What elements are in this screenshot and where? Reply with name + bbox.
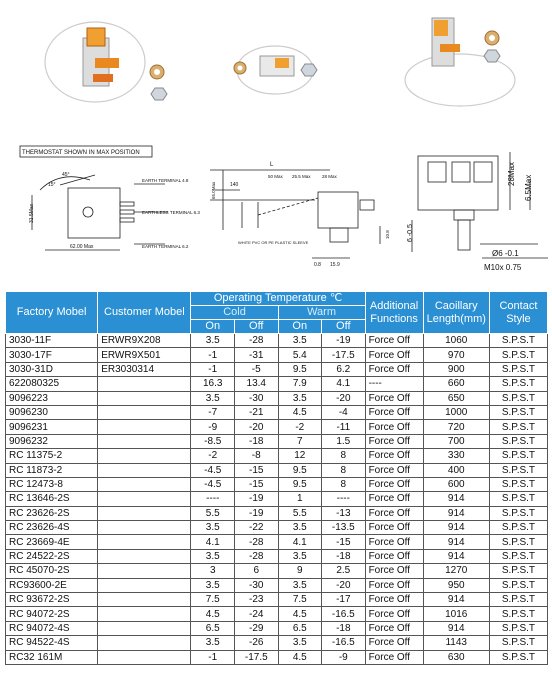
table-cell: 8 (322, 463, 366, 477)
table-cell: 5.4 (278, 348, 322, 362)
table-cell: S.P.S.T (489, 636, 547, 650)
table-cell: 3.5 (278, 578, 322, 592)
table-cell: RC 94072-2S (6, 607, 98, 621)
table-row (6, 477, 548, 491)
table-cell: 8 (322, 449, 366, 463)
table-cell: 9096232 (6, 434, 98, 448)
drawing-caption: THERMOSTAT SHOWN IN MAX POSITION (22, 150, 140, 156)
table-cell: 970 (423, 348, 489, 362)
table-cell: 7.5 (278, 593, 322, 607)
angle-45: 45° (62, 172, 70, 178)
table-cell: RC93600-2E (6, 578, 98, 592)
table-cell: -18 (322, 549, 366, 563)
table-cell (98, 477, 191, 491)
header-factory-model: Factory Mobel (6, 292, 98, 334)
table-cell: 3.5 (278, 391, 322, 405)
table-cell: 630 (423, 650, 489, 664)
table-cell: 16.3 (191, 377, 235, 391)
table-cell: ERWR9X208 (98, 334, 191, 348)
table-cell: S.P.S.T (489, 506, 547, 520)
table-cell: 4.1 (191, 535, 235, 549)
table-cell: RC 11375-2 (6, 449, 98, 463)
table-cell: ---- (322, 492, 366, 506)
dim-width: 62.00 Max (70, 244, 94, 250)
table-cell: 3.5 (191, 521, 235, 535)
table-cell: -23 (235, 593, 279, 607)
table-cell: -17 (322, 593, 366, 607)
table-cell (98, 564, 191, 578)
table-cell: -16.5 (322, 636, 366, 650)
table-cell: -15 (235, 463, 279, 477)
table-cell: S.P.S.T (489, 564, 547, 578)
table-cell: 5.5 (278, 506, 322, 520)
table-row (6, 607, 548, 621)
table-cell: 914 (423, 521, 489, 535)
table-cell: Force Off (365, 434, 423, 448)
table-cell: RC 13646-2S (6, 492, 98, 506)
header-warm-on: On (278, 320, 322, 334)
table-cell: 1000 (423, 405, 489, 419)
table-cell: 700 (423, 434, 489, 448)
table-cell: Force Off (365, 506, 423, 520)
table-cell: 6.2 (322, 362, 366, 376)
table-cell: Force Off (365, 420, 423, 434)
table-cell: RC 45070-2S (6, 564, 98, 578)
table-cell: Force Off (365, 334, 423, 348)
table-cell: 4.5 (278, 650, 322, 664)
header-cold-off: Off (235, 320, 279, 334)
label-earth-terminal-62: EARTH TERMINAL 6.2 (142, 244, 189, 249)
table-row (6, 593, 548, 607)
table-row (6, 463, 548, 477)
table-cell: S.P.S.T (489, 405, 547, 419)
table-cell: S.P.S.T (489, 420, 547, 434)
table-cell: 1 (278, 492, 322, 506)
table-cell: -24 (235, 607, 279, 621)
table-row (6, 650, 548, 664)
table-cell: 3.5 (191, 391, 235, 405)
thermostat-photo-2 (205, 0, 355, 118)
table-cell: 6.5 (278, 621, 322, 635)
table-cell: ---- (191, 492, 235, 506)
label-earthless-terminal: EARTHLESS TERMINAL 6.3 (142, 210, 200, 215)
table-cell: 7.9 (278, 377, 322, 391)
table-cell: 3.5 (191, 578, 235, 592)
table-row (6, 578, 548, 592)
dim-diameter: Ø6 -0.1 (492, 249, 519, 258)
technical-drawing (0, 140, 552, 280)
table-cell (98, 492, 191, 506)
table-cell: -2 (191, 449, 235, 463)
table-row (6, 521, 548, 535)
table-cell: RC 12473-8 (6, 477, 98, 491)
table-cell: -2 (278, 420, 322, 434)
table-cell: S.P.S.T (489, 377, 547, 391)
table-cell: S.P.S.T (489, 578, 547, 592)
table-cell: Force Off (365, 348, 423, 362)
table-cell: S.P.S.T (489, 607, 547, 621)
table-cell: Force Off (365, 391, 423, 405)
header-cold-on: On (191, 320, 235, 334)
header-warm-off: Off (322, 320, 366, 334)
table-cell: 914 (423, 535, 489, 549)
table-cell (98, 521, 191, 535)
table-cell: Force Off (365, 636, 423, 650)
table-cell: 914 (423, 506, 489, 520)
table-cell: -4.5 (191, 463, 235, 477)
table-row (6, 449, 548, 463)
table-cell: RC 93672-2S (6, 593, 98, 607)
table-cell (98, 506, 191, 520)
table-cell: 9096223 (6, 391, 98, 405)
table-cell: RC 11873-2 (6, 463, 98, 477)
table-cell: Force Off (365, 521, 423, 535)
table-cell: -7 (191, 405, 235, 419)
table-cell: 3030-17F (6, 348, 98, 362)
table-row (6, 434, 548, 448)
table-cell: Force Off (365, 549, 423, 563)
table-cell: S.P.S.T (489, 593, 547, 607)
table-cell: Force Off (365, 593, 423, 607)
table-cell: RC 94522-4S (6, 636, 98, 650)
table-cell: S.P.S.T (489, 477, 547, 491)
label-pvc-sleeve: WHITE PVC OR PE PLASTIC SLEEVE (238, 240, 309, 245)
table-cell: 3.5 (278, 549, 322, 563)
table-cell: -19 (235, 506, 279, 520)
header-additional-functions: Additional Functions (365, 292, 423, 334)
table-cell (98, 636, 191, 650)
dim-length: L (270, 162, 274, 168)
table-cell: -15 (235, 477, 279, 491)
table-cell: 914 (423, 593, 489, 607)
table-cell: 5.5 (191, 506, 235, 520)
table-cell: -22 (235, 521, 279, 535)
table-cell: Force Off (365, 607, 423, 621)
table-cell: 9.5 (278, 477, 322, 491)
table-cell: RC 23626-2S (6, 506, 98, 520)
table-cell: 9.5 (278, 362, 322, 376)
table-cell: 12 (278, 449, 322, 463)
table-cell: -4.5 (191, 477, 235, 491)
dim-65max: 65.0Max (211, 181, 216, 199)
table-cell: S.P.S.T (489, 535, 547, 549)
table-cell: S.P.S.T (489, 449, 547, 463)
table-cell: -8.5 (191, 434, 235, 448)
table-cell: 7 (278, 434, 322, 448)
table-cell (98, 593, 191, 607)
table-cell: 950 (423, 578, 489, 592)
table-cell: Force Off (365, 578, 423, 592)
table-cell: 3.5 (278, 334, 322, 348)
dim-28max: 28 Max (322, 174, 337, 179)
table-cell: Force Off (365, 463, 423, 477)
table-cell: -21 (235, 405, 279, 419)
header-cold: Cold (191, 306, 278, 320)
table-cell: S.P.S.T (489, 650, 547, 664)
table-cell: 3.5 (191, 636, 235, 650)
table-cell (98, 420, 191, 434)
table-cell: -17.5 (235, 650, 279, 664)
table-cell: -11 (322, 420, 366, 434)
label-earth-terminal-48: EARTH TERMINAL 4.8 (142, 178, 189, 183)
dim-height-left: 31.5Max (29, 203, 35, 223)
table-cell: S.P.S.T (489, 549, 547, 563)
table-row (6, 535, 548, 549)
table-cell: 6.5 (191, 621, 235, 635)
table-cell: Force Off (365, 477, 423, 491)
dim-6-0-5: 6 -0.5 (407, 224, 414, 242)
table-row (6, 621, 548, 635)
table-cell: S.P.S.T (489, 463, 547, 477)
dim-6-5max: 6.5Max (524, 174, 533, 201)
table-cell: -16.5 (322, 607, 366, 621)
table-cell: 914 (423, 621, 489, 635)
table-row (6, 377, 548, 391)
table-row (6, 636, 548, 650)
table-cell: 914 (423, 549, 489, 563)
table-cell: RC 24522-2S (6, 549, 98, 563)
table-cell: 1.5 (322, 434, 366, 448)
table-cell (98, 405, 191, 419)
table-cell: 4.5 (191, 607, 235, 621)
table-cell: 2.5 (322, 564, 366, 578)
table-cell: -26 (235, 636, 279, 650)
table-cell: S.P.S.T (489, 521, 547, 535)
table-row (6, 405, 548, 419)
table-cell: -30 (235, 391, 279, 405)
table-cell: ER3030314 (98, 362, 191, 376)
table-cell: Force Off (365, 621, 423, 635)
table-cell: Force Off (365, 492, 423, 506)
table-cell: -8 (235, 449, 279, 463)
table-cell: 3030-11F (6, 334, 98, 348)
table-cell: -29 (235, 621, 279, 635)
table-cell: 900 (423, 362, 489, 376)
table-cell: 1270 (423, 564, 489, 578)
table-cell: -17.5 (322, 348, 366, 362)
table-cell (98, 578, 191, 592)
table-cell: 660 (423, 377, 489, 391)
table-cell: 3.5 (278, 521, 322, 535)
table-cell: -15 (322, 535, 366, 549)
table-cell: -5 (235, 362, 279, 376)
table-cell: -28 (235, 549, 279, 563)
table-cell: -20 (322, 391, 366, 405)
table-cell: 3.5 (278, 636, 322, 650)
table-cell (98, 650, 191, 664)
table-cell (98, 607, 191, 621)
header-capillary-length: Caoillary Length(mm) (423, 292, 489, 334)
table-cell: 720 (423, 420, 489, 434)
table-cell: -4 (322, 405, 366, 419)
dim-thread: M10x 0.75 (484, 263, 522, 272)
table-cell: -28 (235, 334, 279, 348)
table-cell: ---- (365, 377, 423, 391)
dim-15-9: 15.9 (330, 262, 340, 268)
table-cell: RC 23669-4E (6, 535, 98, 549)
table-cell: -30 (235, 578, 279, 592)
table-cell: 3.5 (191, 549, 235, 563)
table-cell: 9096230 (6, 405, 98, 419)
table-cell (98, 621, 191, 635)
table-cell: 6 (235, 564, 279, 578)
table-cell: -13.5 (322, 521, 366, 535)
table-cell: 3.5 (191, 334, 235, 348)
table-cell: 1060 (423, 334, 489, 348)
table-cell: 914 (423, 492, 489, 506)
dim-10-8: 10.8 (385, 230, 390, 239)
table-cell: -18 (322, 621, 366, 635)
angle-15: 15° (48, 182, 56, 188)
table-cell: -28 (235, 535, 279, 549)
table-cell: -1 (191, 362, 235, 376)
table-cell: S.P.S.T (489, 391, 547, 405)
table-cell: 400 (423, 463, 489, 477)
dim-140: 140 (230, 182, 239, 188)
table-cell (98, 434, 191, 448)
thermostat-spec-table (5, 291, 548, 665)
table-row (6, 420, 548, 434)
table-cell: Force Off (365, 535, 423, 549)
table-cell: S.P.S.T (489, 334, 547, 348)
table-cell: -1 (191, 348, 235, 362)
table-cell: 9 (278, 564, 322, 578)
table-cell: 1143 (423, 636, 489, 650)
table-cell: 1016 (423, 607, 489, 621)
table-cell: S.P.S.T (489, 362, 547, 376)
table-cell: Force Off (365, 362, 423, 376)
table-cell: S.P.S.T (489, 492, 547, 506)
table-cell: 9.5 (278, 463, 322, 477)
table-cell: 3 (191, 564, 235, 578)
table-cell: 650 (423, 391, 489, 405)
table-row (6, 492, 548, 506)
table-cell: -19 (322, 334, 366, 348)
table-cell (98, 535, 191, 549)
table-row (6, 564, 548, 578)
dim-28max-right: 28Max (507, 161, 516, 186)
table-cell: -20 (322, 578, 366, 592)
table-cell (98, 549, 191, 563)
table-row (6, 348, 548, 362)
table-cell: -9 (322, 650, 366, 664)
table-row (6, 549, 548, 563)
table-cell: 600 (423, 477, 489, 491)
table-row (6, 506, 548, 520)
header-customer-model: Customer Mobel (98, 292, 191, 334)
table-cell (98, 463, 191, 477)
table-cell: 3030-31D (6, 362, 98, 376)
table-cell: 330 (423, 449, 489, 463)
header-warm: Warm (278, 306, 365, 320)
table-cell: -19 (235, 492, 279, 506)
table-cell: RC 23626-4S (6, 521, 98, 535)
table-cell: 8 (322, 477, 366, 491)
table-cell: -9 (191, 420, 235, 434)
dim-50max: 50 Max (268, 174, 283, 179)
table-cell: 4.5 (278, 607, 322, 621)
table-cell: Force Off (365, 650, 423, 664)
table-cell: 4.5 (278, 405, 322, 419)
table-cell: 9096231 (6, 420, 98, 434)
table-cell: -31 (235, 348, 279, 362)
table-cell: RC32 161M (6, 650, 98, 664)
thermostat-photo-1 (35, 0, 185, 118)
table-cell: 7.5 (191, 593, 235, 607)
table-cell: S.P.S.T (489, 348, 547, 362)
table-cell: -20 (235, 420, 279, 434)
table-cell: -1 (191, 650, 235, 664)
table-cell: 622080325 (6, 377, 98, 391)
table-row (6, 362, 548, 376)
header-contact-style: Contact Style (489, 292, 547, 334)
table-cell (98, 377, 191, 391)
table-cell: -13 (322, 506, 366, 520)
thermostat-photo-3 (380, 0, 530, 118)
table-cell: S.P.S.T (489, 434, 547, 448)
table-cell: 13.4 (235, 377, 279, 391)
dim-25-5max: 25.5 Max (292, 174, 311, 179)
table-cell: ERWR9X501 (98, 348, 191, 362)
table-cell: S.P.S.T (489, 621, 547, 635)
table-row (6, 391, 548, 405)
table-cell: Force Off (365, 405, 423, 419)
table-cell (98, 391, 191, 405)
table-cell (98, 449, 191, 463)
table-cell: Force Off (365, 564, 423, 578)
table-cell: -18 (235, 434, 279, 448)
table-cell: 4.1 (322, 377, 366, 391)
table-cell: 4.1 (278, 535, 322, 549)
table-row (6, 334, 548, 348)
table-cell: RC 94072-4S (6, 621, 98, 635)
dim-0-8: 0.8 (314, 262, 321, 268)
header-operating-temperature: Operating Temperature ℃ (191, 292, 365, 306)
table-cell: Force Off (365, 449, 423, 463)
